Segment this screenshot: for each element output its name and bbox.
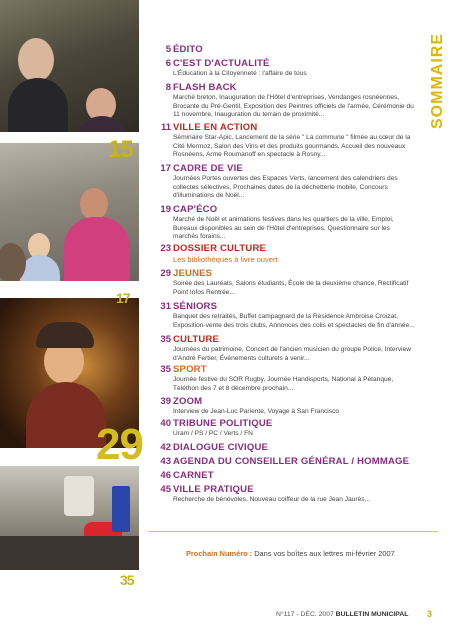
toc-page: 40	[160, 418, 171, 429]
toc-description: Marché breton, Inauguration de l'Hôtel d'entreprises, Vendanges rosnéennes, Brocante du Pré-Gentil, Exposition des Peintres officiels de l'armée, Cérémonie du 11 novembre, Inauguration du terrain de proximité...	[173, 94, 414, 119]
toc-description: Banquet des retraités, Buffet campagnard de la Résidence Ambroise Croizat, Exposition-vente des trois clubs, Annonces des colis et spectacles de fin d'année...	[173, 313, 415, 329]
toc-page: 31	[160, 301, 171, 312]
toc-title: CADRE DE VIE	[173, 163, 243, 174]
footer	[276, 611, 408, 618]
toc-page: 5	[165, 44, 171, 55]
photo-crowd-with-flags	[0, 466, 139, 570]
footer-issue: N°117 - DÉC. 2007	[276, 611, 334, 618]
photo-page-number: 35	[120, 572, 134, 588]
toc-page: 46	[160, 470, 171, 481]
toc-page: 35	[160, 334, 171, 345]
footer-publication-name: BULLETIN MUNICIPAL	[335, 611, 409, 618]
toc-title: ZOOM	[173, 396, 203, 407]
toc-page: 11	[160, 122, 171, 133]
toc-page: 43	[160, 456, 171, 467]
toc-page: 6	[165, 58, 171, 69]
toc-title: JEUNES	[173, 268, 213, 279]
toc-title: ÉDITO	[173, 44, 203, 55]
toc-title: AGENDA DU CONSEILLER GÉNÉRAL / HOMMAGE	[173, 456, 410, 467]
toc-title: SÉNIORS	[173, 301, 218, 312]
next-issue-box	[148, 531, 438, 581]
toc-title: DOSSIER CULTURE	[173, 243, 267, 254]
photo-page-number: 29	[96, 420, 143, 469]
toc-title: CULTURE	[173, 334, 220, 345]
toc-page: 45	[160, 484, 171, 495]
toc-description: Uram / PS / PC / Verts / FN	[173, 430, 253, 437]
toc-subtitle: Les bibliothèques à livre ouvert	[173, 255, 278, 264]
photo-officials-speaking	[0, 0, 139, 132]
toc-page: 29	[160, 268, 171, 279]
toc-title: C'EST D'ACTUALITÉ	[173, 58, 270, 69]
toc-title: DIALOGUE CIVIQUE	[173, 442, 269, 453]
sommaire-label: SOMMAIRE	[429, 33, 446, 129]
toc-page: 42	[160, 442, 171, 453]
toc-description: Journées Portes ouvertes des Espaces Verts, lancement des calendriers des collectes sélectives, Prochaines dates de la déchetterie mobile, Concours d'illuminations de Noël...	[173, 175, 398, 200]
photo-page-number: 15	[108, 136, 133, 163]
toc-title: VILLE EN ACTION	[173, 122, 258, 133]
toc-page: 35	[160, 364, 171, 375]
toc-description: Journées du patrimoine, Concert de l'ancien musicien du groupe Police, Interview d'André Fertier, Événements culturels à venir...	[173, 346, 412, 362]
section-title-vertical	[428, 26, 448, 136]
toc-page: 39	[160, 396, 171, 407]
toc-title: VILLE PRATIQUE	[173, 484, 254, 495]
toc-description: Soirée des Lauréats, Salons étudiants, École de la deuxième chance, Rectificatif Point Infos Rentrée...	[173, 280, 409, 296]
toc-title: TRIBUNE POLITIQUE	[173, 418, 273, 429]
toc-title: CARNET	[173, 470, 214, 481]
toc-title: SPORT	[173, 364, 207, 375]
toc-title: CAP'ÉCO	[173, 204, 218, 215]
toc-page: 8	[165, 82, 171, 93]
toc-description: Marché de Noël et animations festives dans les quartiers de la ville, Emploi, Bureaux disponibles au sein de l'Hôtel d'entreprises, Questionnaire sur les marchés forains...	[173, 216, 394, 241]
toc-page: 17	[160, 163, 171, 174]
next-issue-text: Dans vos boîtes aux lettres mi-février 2007	[254, 549, 395, 558]
page-number: 3	[427, 609, 433, 619]
toc-page: 23	[160, 243, 171, 254]
photo-page-number: 17	[116, 290, 130, 306]
next-issue-label: Prochain Numéro :	[186, 549, 253, 558]
toc-description: Interview de Jean-Luc Pariente, Voyage à San Francisco	[173, 408, 340, 415]
toc-title: FLASH BACK	[173, 82, 237, 93]
toc-description: L'Éducation à la Citoyenneté : l'affaire de tous	[173, 70, 307, 77]
toc-description: Séminaire Star-Apic, Lancement de la série " La commune " filmée au cœur de la Cité Mermoz, Salon des Vins et des produits gourmands, Accueil des nouveaux Rosnéens, Arme Roumanoff en spectacle à Rosny...	[173, 134, 411, 159]
next-issue-line	[186, 549, 395, 558]
toc-page: 19	[160, 204, 171, 215]
toc-description: Recherche de bénévoles, Nouveau coiffeur de la rue Jean Jaurès...	[173, 496, 371, 503]
toc-description: Journée festive du SOR Rugby, Journée Handisports, National à Pétanque, Téléthon des 7 et 8 décembre prochain...	[173, 376, 394, 392]
